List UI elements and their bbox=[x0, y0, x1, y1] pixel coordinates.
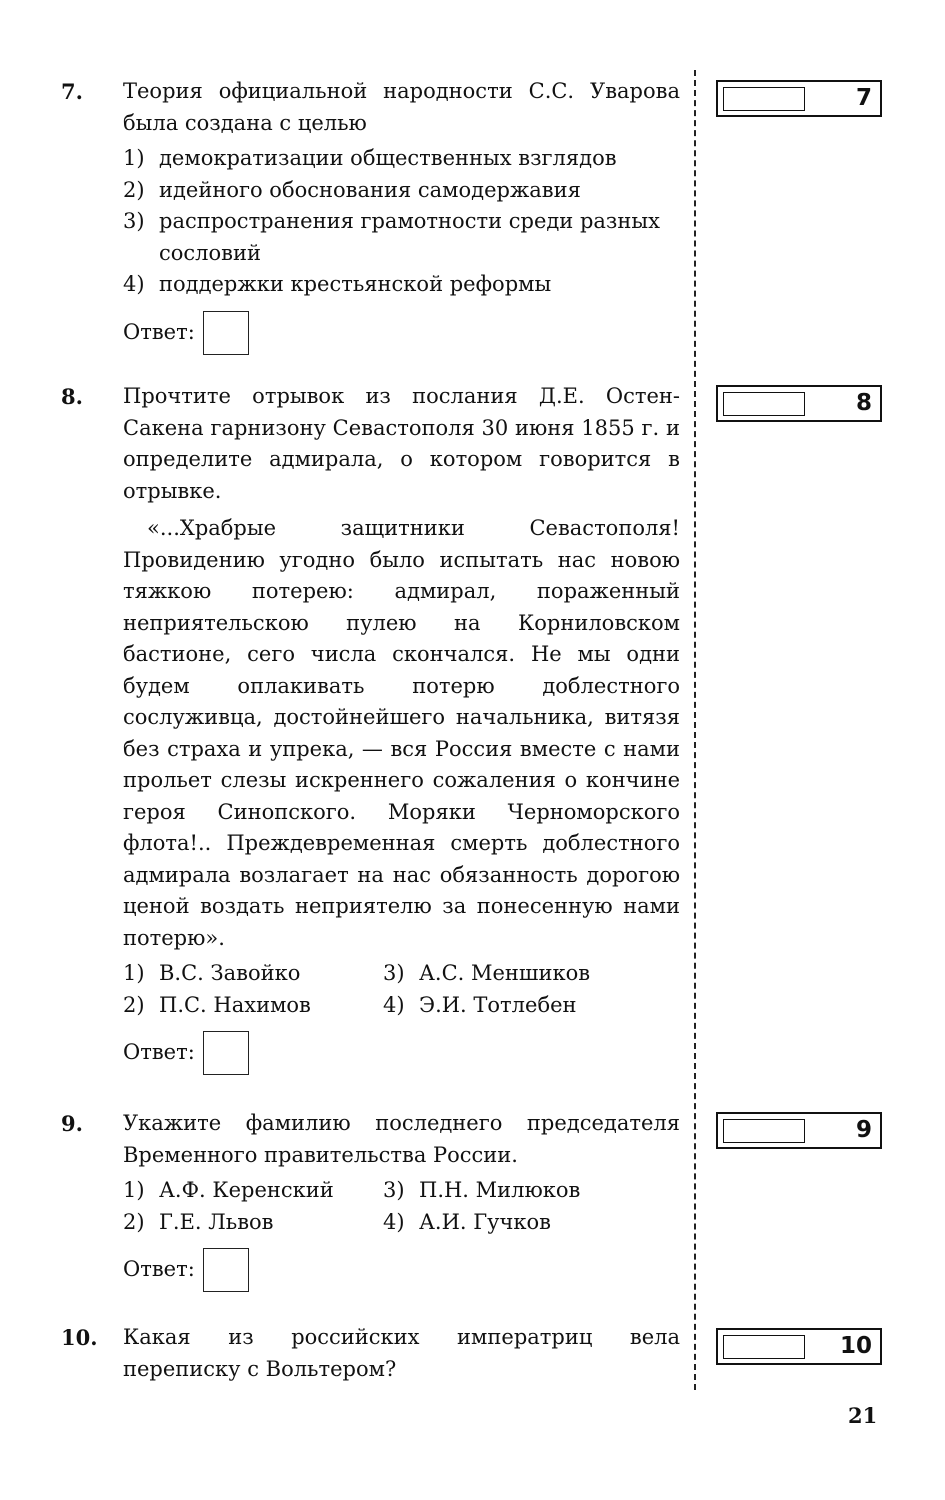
answer-row bbox=[123, 1248, 680, 1292]
quote-text: «...Храбрые защитники Севастополя! Провидению угодно было испытать нас новою тяжкою потерею: адмирал, пораженный неприятельскою пулею на Корниловском бастионе, сего числа скончался. Не мы одни будем оплакивать потерю доблестного сослуживца, достойнейшего начальника, витязя без страха и упрека, — вся Россия вместе с нами прольет слезы искреннего сожаления о кончине героя Синопского. Моряки Черноморского флота!.. Преждевременная смерть доблестного адмирала возлагает на нас обязанность дорогою ценой воздать неприятелю за понесенную нами потерю». bbox=[123, 516, 680, 950]
question-number: 9. bbox=[61, 1111, 83, 1136]
answer-box[interactable] bbox=[203, 1248, 249, 1292]
answer-box[interactable] bbox=[203, 1031, 249, 1075]
option: 4) Э.И. Тотлебен bbox=[383, 992, 577, 1017]
option: 1) А.Ф. Керенский bbox=[123, 1178, 334, 1202]
score-box-10 bbox=[716, 1328, 882, 1365]
question-number: 8. bbox=[61, 384, 83, 409]
score-box-9 bbox=[716, 1112, 882, 1149]
answer-label: Ответ: bbox=[123, 319, 195, 344]
option: 4) А.И. Гучков bbox=[383, 1209, 551, 1234]
score-box-8 bbox=[716, 385, 882, 422]
question-number: 10. bbox=[61, 1325, 98, 1350]
option: 2) П.С. Нахимов bbox=[123, 992, 311, 1017]
option: 2) Г.Е. Львов bbox=[123, 1209, 274, 1234]
score-field[interactable] bbox=[723, 1335, 805, 1359]
score-field[interactable] bbox=[723, 87, 805, 111]
answer-box[interactable] bbox=[203, 311, 249, 355]
answer-label: Ответ: bbox=[123, 1257, 195, 1282]
cut-line bbox=[694, 70, 696, 1390]
option: 4) поддержки крестьянской реформы bbox=[123, 272, 552, 296]
options-grid bbox=[123, 1175, 680, 1238]
option: 3) П.Н. Милюков bbox=[383, 1178, 581, 1202]
options-list bbox=[123, 143, 680, 301]
score-number: 9 bbox=[855, 1117, 872, 1143]
answer-label: Ответ: bbox=[123, 1040, 195, 1065]
score-number: 7 bbox=[855, 85, 872, 111]
question-text: Теория официальной народности С.С. Уварова была создана с целью bbox=[123, 79, 680, 135]
score-box-7 bbox=[716, 80, 882, 117]
score-number: 8 bbox=[855, 390, 872, 416]
answer-row bbox=[123, 311, 680, 355]
answer-row bbox=[123, 1031, 680, 1075]
option: 1) В.С. Завойко bbox=[123, 961, 301, 985]
score-number: 10 bbox=[839, 1333, 872, 1359]
score-field[interactable] bbox=[723, 392, 805, 416]
question-text: Прочтите отрывок из послания Д.Е. Остен-Сакена гарнизону Севастополя 30 июня 1855 г. и определите адмирала, о котором говорится в отрывке. bbox=[123, 384, 680, 503]
question-text: Какая из российских императриц вела переписку с Вольтером? bbox=[123, 1325, 680, 1381]
option: 1) демократизации общественных взглядов bbox=[123, 146, 617, 170]
option: 2) идейного обоснования самодержавия bbox=[123, 177, 581, 202]
option: 3) А.С. Меншиков bbox=[383, 961, 591, 985]
option: 3) распространения грамотности среди разных сословий bbox=[123, 209, 660, 265]
score-field[interactable] bbox=[723, 1119, 805, 1143]
question-number: 7. bbox=[61, 79, 83, 104]
options-grid bbox=[123, 958, 680, 1021]
page-number: 21 bbox=[848, 1403, 878, 1428]
question-text: Укажите фамилию последнего председателя Временного правительства России. bbox=[123, 1111, 680, 1167]
